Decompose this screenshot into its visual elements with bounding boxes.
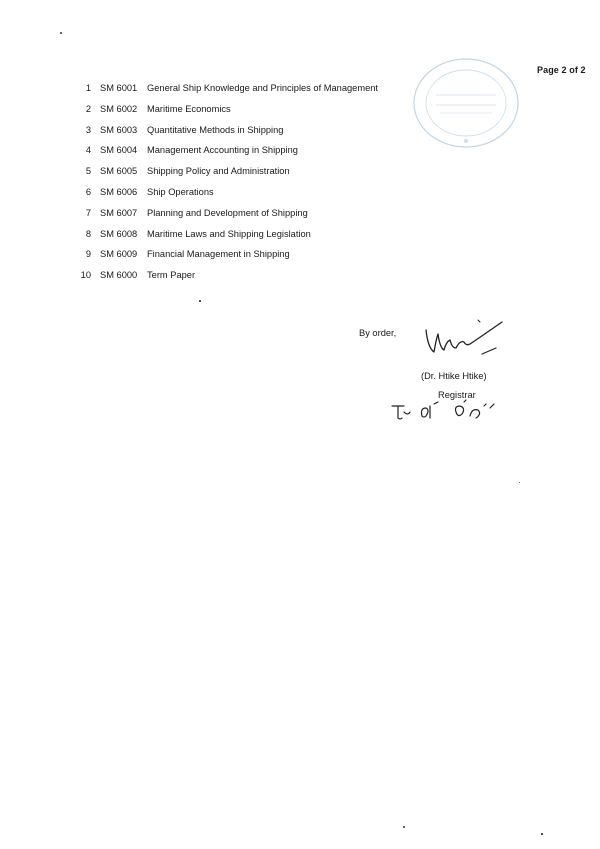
course-number: 2 bbox=[85, 103, 91, 114]
scan-speck bbox=[199, 300, 201, 302]
course-title: Planning and Development of Shipping bbox=[147, 207, 308, 218]
course-number: 7 bbox=[85, 207, 91, 218]
signature-image bbox=[422, 318, 507, 364]
official-seal-stamp bbox=[410, 55, 522, 155]
scan-speck bbox=[541, 833, 543, 835]
scan-speck bbox=[403, 826, 405, 828]
course-code: SM 6005 bbox=[100, 166, 138, 177]
course-title: Maritime Laws and Shipping Legislation bbox=[147, 228, 311, 239]
course-title: Maritime Economics bbox=[147, 103, 231, 114]
course-code: SM 6006 bbox=[100, 186, 138, 197]
course-title: Shipping Policy and Administration bbox=[147, 166, 290, 177]
course-code: SM 6008 bbox=[100, 228, 138, 239]
course-number: 9 bbox=[85, 249, 91, 260]
course-number: 3 bbox=[85, 124, 91, 135]
scan-speck bbox=[519, 482, 520, 483]
course-number: 8 bbox=[85, 228, 91, 239]
course-code: SM 6003 bbox=[100, 124, 138, 135]
handwritten-annotation bbox=[390, 398, 500, 424]
course-title: General Ship Knowledge and Principles of Management bbox=[147, 83, 379, 93]
signatory-title: Registrar bbox=[438, 390, 476, 400]
page-number: Page 2 of 2 bbox=[537, 65, 586, 75]
course-code: SM 6009 bbox=[100, 249, 138, 260]
course-title: Ship Operations bbox=[147, 186, 214, 197]
scan-speck bbox=[60, 32, 62, 34]
signatory-name: (Dr. Htike Htike) bbox=[421, 371, 487, 381]
course-title: Management Accounting in Shipping bbox=[147, 145, 298, 156]
course-number: 6 bbox=[85, 186, 91, 197]
by-order-text: By order, bbox=[359, 328, 397, 338]
course-code: SM 6001 bbox=[100, 83, 138, 93]
course-number: 10 bbox=[80, 270, 91, 281]
course-number: 5 bbox=[85, 166, 91, 177]
course-code: SM 6004 bbox=[100, 145, 138, 156]
course-number: 4 bbox=[85, 145, 91, 156]
course-title: Quantitative Methods in Shipping bbox=[147, 124, 284, 135]
course-number: 1 bbox=[85, 83, 91, 93]
course-title: Term Paper bbox=[147, 270, 196, 281]
course-code: SM 6002 bbox=[100, 103, 138, 114]
course-code: SM 6007 bbox=[100, 207, 138, 218]
course-title: Financial Management in Shipping bbox=[147, 249, 290, 260]
course-code: SM 6000 bbox=[100, 270, 138, 281]
